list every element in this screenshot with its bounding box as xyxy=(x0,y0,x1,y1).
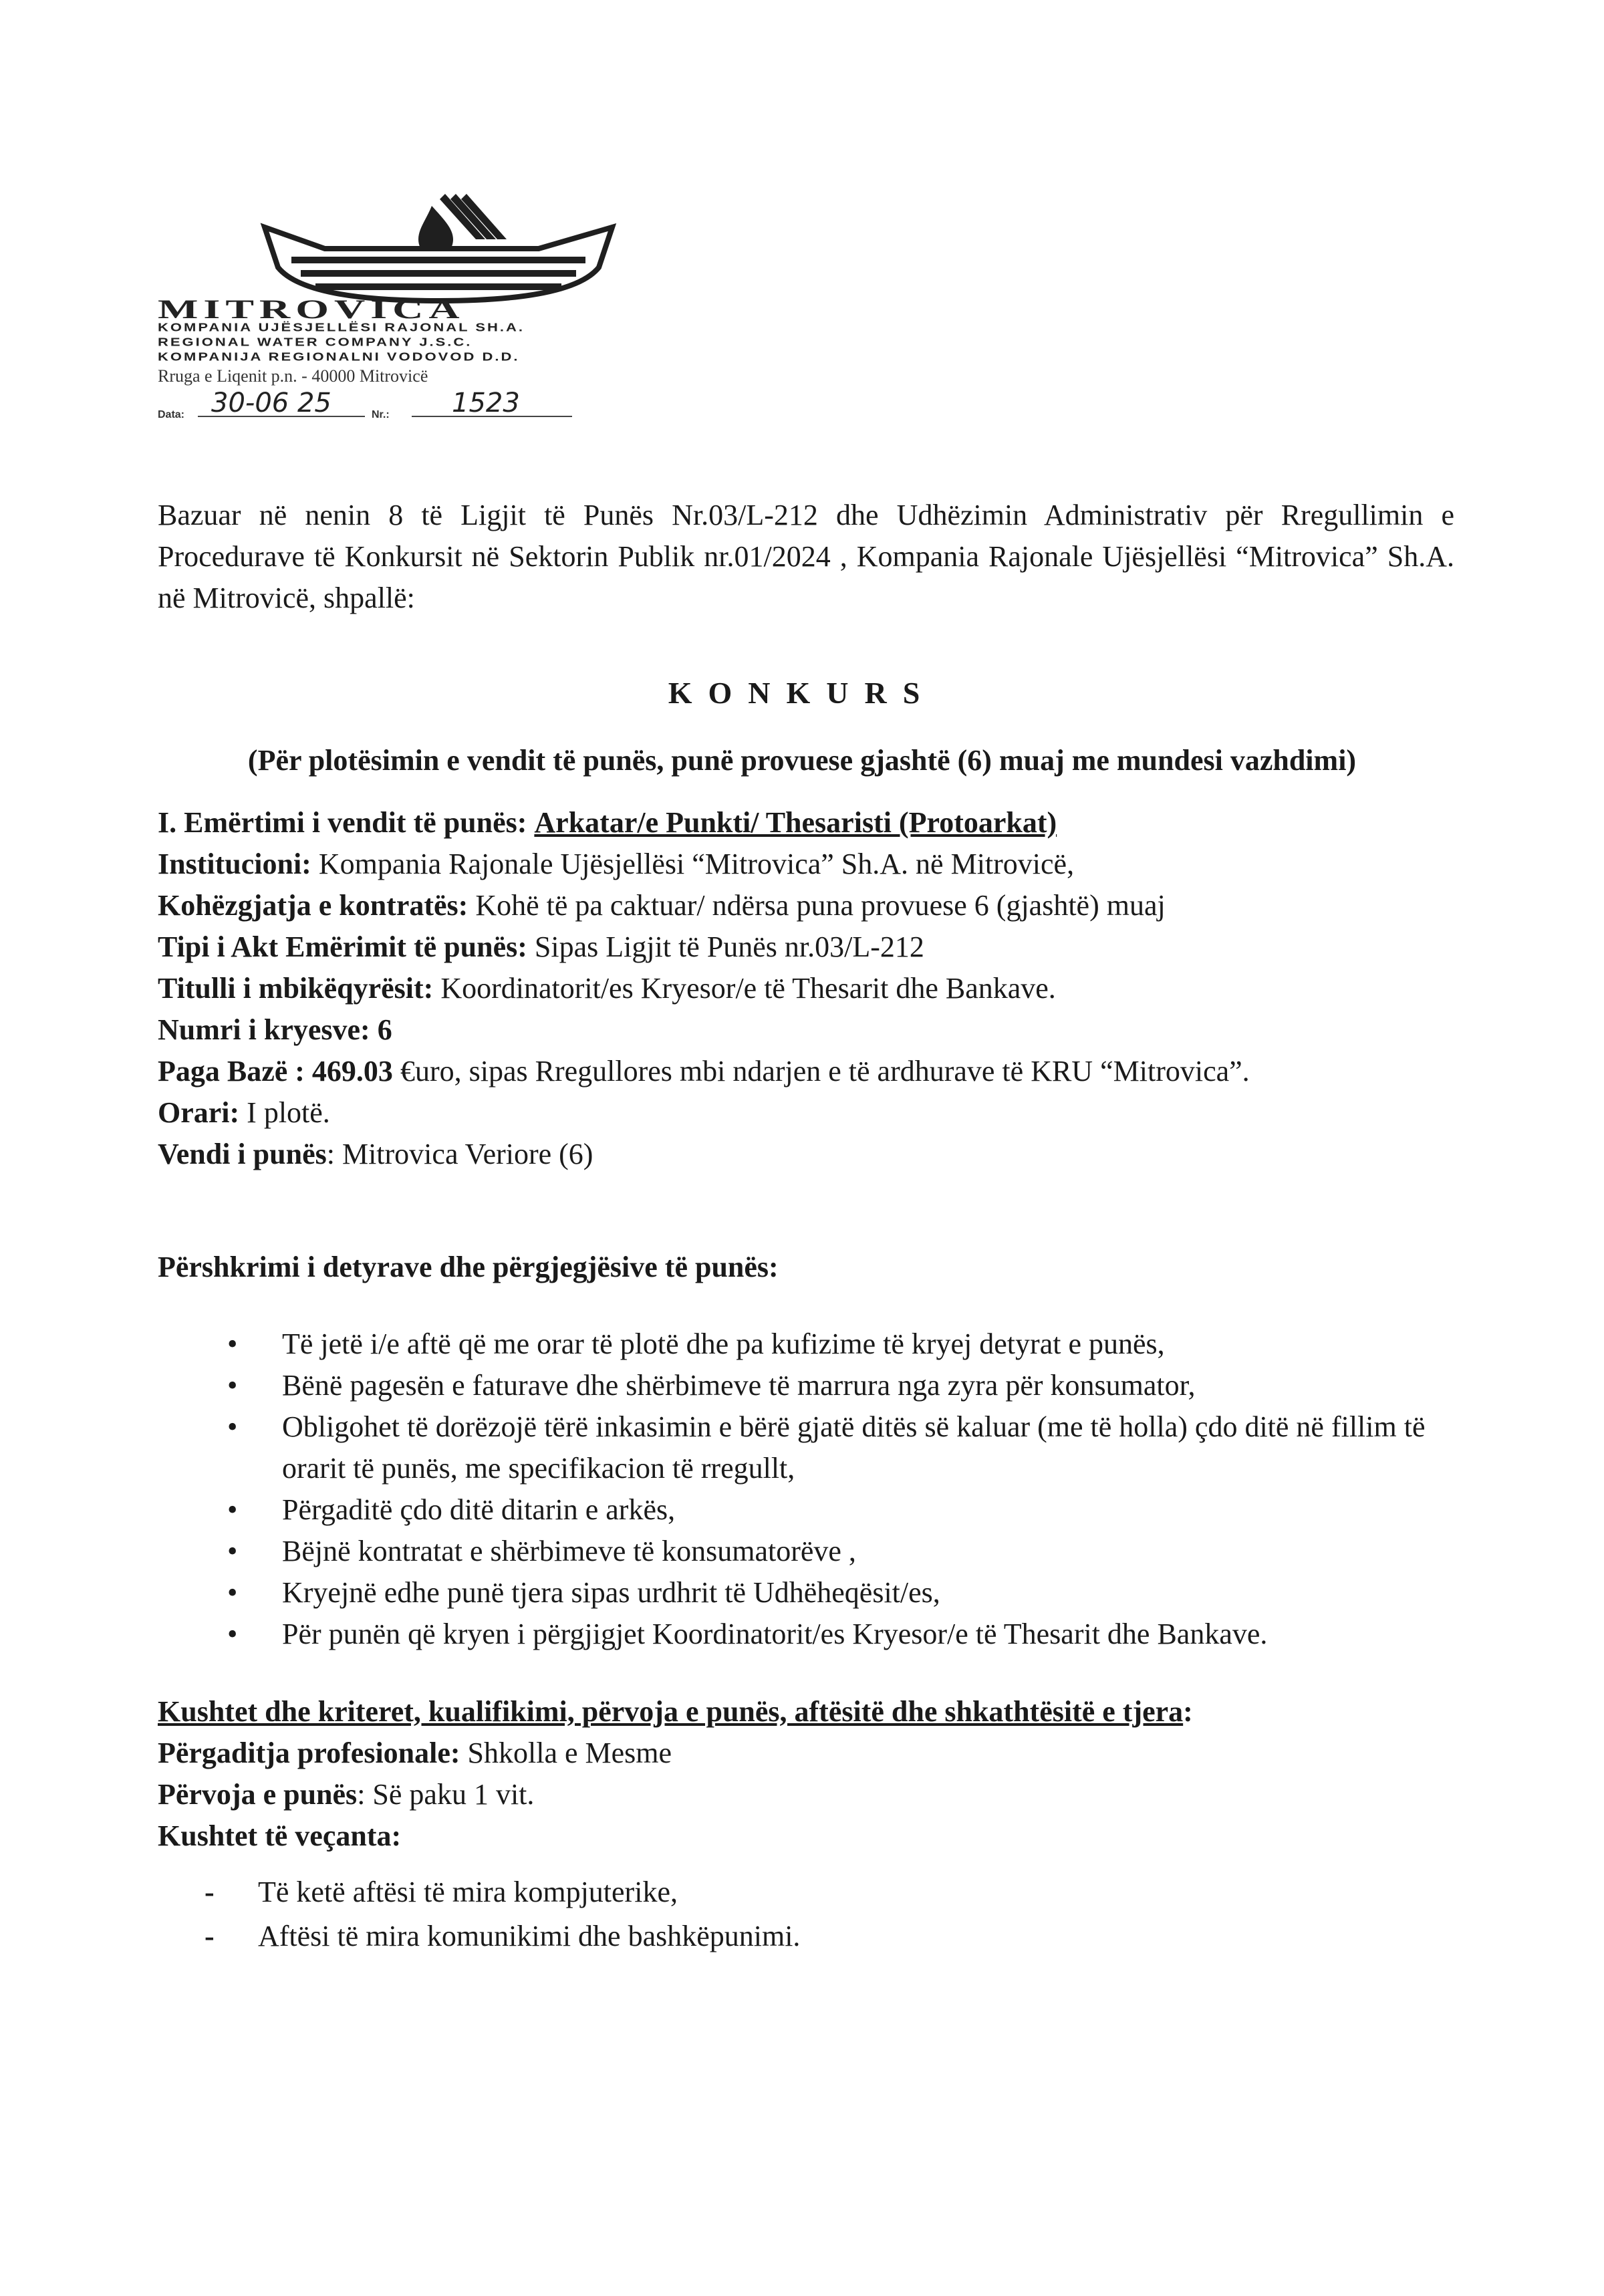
position-title-row xyxy=(158,802,1454,844)
document-subtitle: (Për plotësimin e vendit të punës, punë provuese gjashtë (6) muaj me mundesi vazhdimi) xyxy=(247,744,1357,777)
detail-row xyxy=(158,1051,1454,1092)
intro-paragraph: Bazuar në nenin 8 të Ligjit të Punës Nr.03/L-212 dhe Udhëzimin Administrativ për Rregullimin e Procedurave të Konkursit në Sektorin Publik nr.01/2024 , Kompania Rajonale Ujësjellësi “Mitrovica” Sh.A. në Mitrovicë, shpallë: xyxy=(158,499,1454,614)
company-name: MITROVICA xyxy=(158,294,465,324)
registration-row xyxy=(158,388,585,428)
conditions-heading-colon: : xyxy=(1183,1695,1193,1728)
list-item xyxy=(158,1323,1454,1365)
detail-label: Tipi i Akt Emërimit të punës: xyxy=(158,930,527,963)
position-value: Arkatar/e Punkti/ Thesaristi (Protoarkat) xyxy=(534,806,1057,839)
detail-label: Titulli i mbikëqyrësit: xyxy=(158,972,434,1005)
dash-icon: - xyxy=(205,1876,215,1908)
detail-row xyxy=(158,1134,1454,1175)
duties-heading: Përshkrimi i detyrave dhe përgjegjësive të punës: xyxy=(158,1251,779,1283)
conditions-heading-row xyxy=(158,1691,1454,1733)
list-item xyxy=(158,1614,1454,1655)
bullet-icon: • xyxy=(227,1410,238,1443)
detail-label: Numri i kryesve: 6 xyxy=(158,1013,392,1046)
detail-value: I plotë. xyxy=(239,1096,330,1129)
list-item xyxy=(158,1406,1454,1489)
bullet-icon: • xyxy=(227,1327,238,1360)
bullet-icon: • xyxy=(227,1618,238,1650)
document-title: KONKURS xyxy=(668,676,936,710)
duty-text: Obligohet të dorëzojë tërë inkasimin e bërë gjatë ditës së kaluar (me të holla) çdo ditë në fillim të orarit të punës, me specifikacion të rregullt, xyxy=(282,1410,1426,1485)
conditions-heading: Kushtet dhe kriteret, kualifikimi, përvoja e punës, aftësitë dhe shkathtësitë e tjera xyxy=(158,1695,1184,1728)
position-details xyxy=(158,802,1454,1175)
detail-label: Vendi i punës xyxy=(158,1138,327,1170)
duty-text: Bëjnë kontratat e shërbimeve të konsumatorëve , xyxy=(282,1535,856,1567)
company-line-english: REGIONAL WATER COMPANY J.S.C. xyxy=(158,336,473,349)
list-item xyxy=(158,1365,1454,1406)
duty-text: Bënë pagesën e faturave dhe shërbimeve të marrura nga zyra për konsumator, xyxy=(282,1369,1196,1402)
education-label: Përgaditja profesionale: xyxy=(158,1737,460,1769)
dash-icon: - xyxy=(205,1920,215,1952)
education-value: Shkolla e Mesme xyxy=(460,1737,672,1769)
detail-value: Koordinatorit/es Kryesor/e të Thesarit dhe Bankave. xyxy=(433,972,1056,1005)
company-address: Rruga e Liqenit p.n. - 40000 Mitrovicë xyxy=(158,366,428,386)
duty-text: Për punën që kryen i përgjigjet Koordinatorit/es Kryesor/e të Thesarit dhe Bankave. xyxy=(282,1618,1268,1650)
detail-value: Kohë të pa caktuar/ ndërsa puna provuese 6 (gjashtë) muaj xyxy=(468,889,1166,922)
experience-row xyxy=(158,1774,1454,1815)
condition-text: Të ketë aftësi të mira kompjuterike, xyxy=(258,1876,678,1908)
date-value: 30-06 25 xyxy=(211,388,331,418)
detail-label: Paga Bazë : 469.03 xyxy=(158,1055,393,1088)
duty-text: Kryejnë edhe punë tjera sipas urdhrit të Udhëheqësit/es, xyxy=(282,1576,940,1609)
list-item xyxy=(158,1872,1454,1913)
experience-label: Përvoja e punës xyxy=(158,1778,358,1811)
detail-row xyxy=(158,844,1454,885)
list-item xyxy=(158,1916,1454,1957)
education-row xyxy=(158,1733,1454,1774)
list-item xyxy=(158,1531,1454,1572)
special-conditions-list xyxy=(158,1872,1454,1960)
detail-row xyxy=(158,968,1454,1009)
company-logo-icon xyxy=(251,187,626,307)
duties-list xyxy=(158,1323,1454,1655)
bullet-icon: • xyxy=(227,1493,238,1526)
detail-row xyxy=(158,926,1454,968)
special-conditions-label: Kushtet të veçanta: xyxy=(158,1819,402,1852)
detail-label: Orari: xyxy=(158,1096,240,1129)
date-label: Data: xyxy=(158,409,185,420)
detail-value: Kompania Rajonale Ujësjellësi “Mitrovica” Sh.A. në Mitrovicë, xyxy=(311,848,1075,880)
position-label: I. Emërtimi i vendit të punës: xyxy=(158,806,527,839)
bullet-icon: • xyxy=(227,1535,238,1567)
experience-value: : Së paku 1 vit. xyxy=(357,1778,535,1811)
bullet-icon: • xyxy=(227,1576,238,1609)
duty-text: Përgaditë çdo ditë ditarin e arkës, xyxy=(282,1493,676,1526)
list-item xyxy=(158,1572,1454,1614)
company-line-serbian: KOMPANIJA REGIONALNI VODOVOD D.D. xyxy=(158,350,520,364)
detail-value: Sipas Ligjit të Punës nr.03/L-212 xyxy=(527,930,924,963)
number-label: Nr.: xyxy=(372,409,390,420)
conditions-section xyxy=(158,1691,1454,1857)
detail-label: Institucioni: xyxy=(158,848,311,880)
number-value: 1523 xyxy=(452,388,520,418)
condition-text: Aftësi të mira komunikimi dhe bashkëpunimi. xyxy=(258,1920,801,1952)
list-item xyxy=(158,1489,1454,1531)
detail-row xyxy=(158,1092,1454,1134)
detail-value: €uro, sipas Rregullores mbi ndarjen e të ardhurave të KRU “Mitrovica”. xyxy=(392,1055,1250,1088)
detail-value: : Mitrovica Veriore (6) xyxy=(326,1138,593,1170)
duty-text: Të jetë i/e aftë që me orar të plotë dhe pa kufizime të kryej detyrat e punës, xyxy=(282,1327,1165,1360)
detail-row xyxy=(158,1009,1454,1051)
special-conditions-label-row xyxy=(158,1815,1454,1857)
bullet-icon: • xyxy=(227,1369,238,1402)
detail-label: Kohëzgjatja e kontratës: xyxy=(158,889,469,922)
company-line-albanian: KOMPANIA UJËSJELLËSI RAJONAL SH.A. xyxy=(158,321,525,334)
detail-row xyxy=(158,885,1454,926)
